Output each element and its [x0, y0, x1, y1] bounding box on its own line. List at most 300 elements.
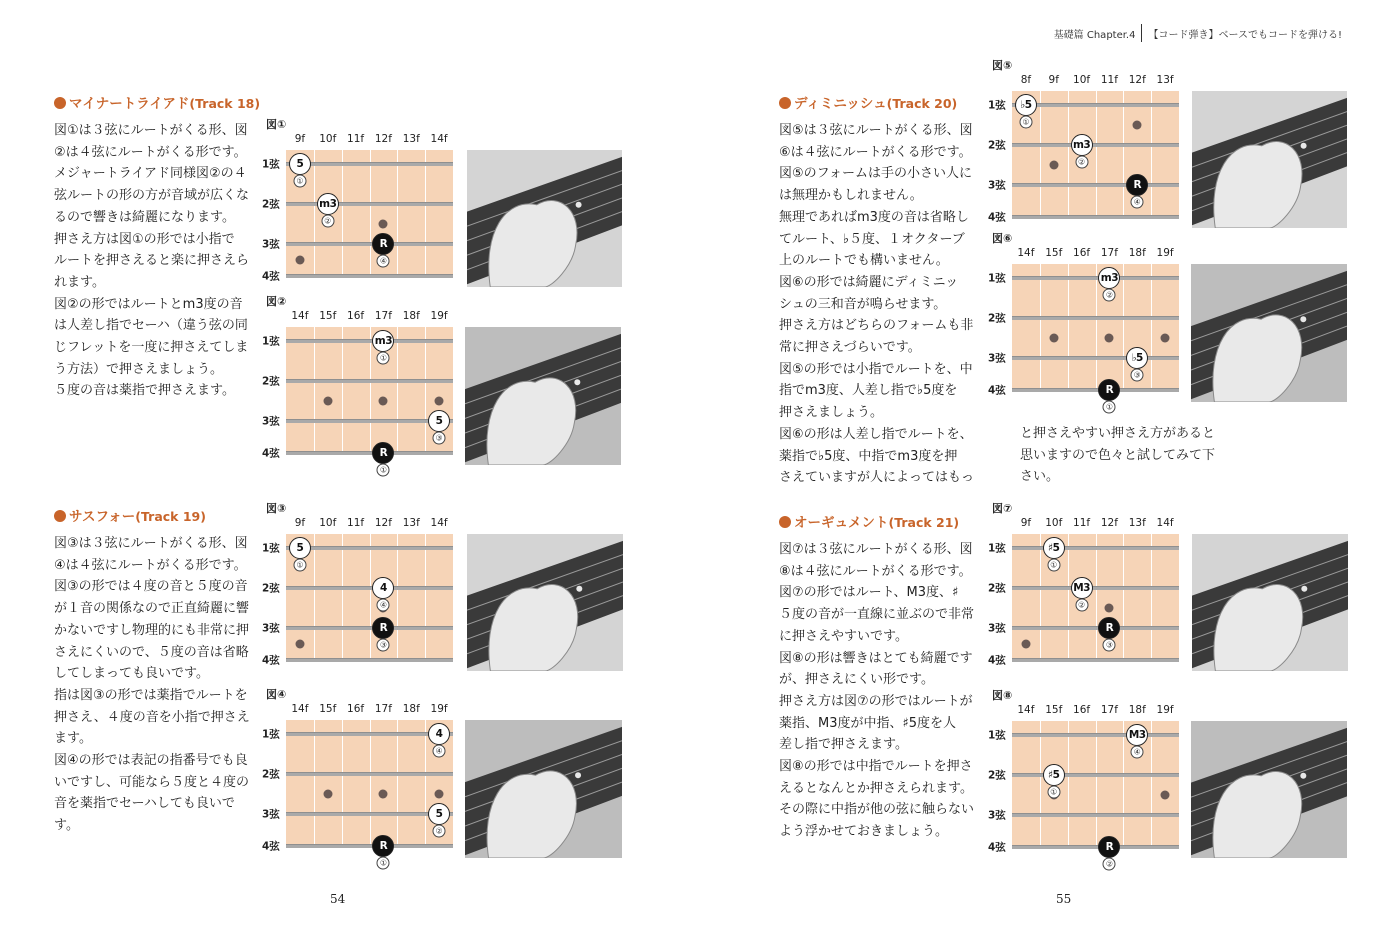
fretboard: [262, 720, 453, 868]
fret-inlay-dot: [435, 397, 444, 406]
fret-number-label: 13f: [1128, 517, 1146, 529]
track-label: (Track 20): [886, 96, 958, 111]
bass-string: [286, 586, 453, 590]
fret-number-label: 11f: [1073, 517, 1091, 529]
fret-number-label: 15f: [319, 310, 337, 322]
fretboard: [262, 534, 453, 667]
photo-illustration: [1192, 534, 1348, 671]
fret-wire: [1040, 721, 1041, 849]
bass-string: [1012, 733, 1179, 737]
fret-number-label: 14f: [430, 517, 448, 529]
root-note-marker: R: [1098, 379, 1120, 401]
fret-wire: [342, 327, 343, 455]
string-label: 3弦: [262, 622, 280, 635]
section-title-text: オーギュメント: [794, 515, 889, 531]
text-line: ます。: [54, 731, 92, 747]
photo-illustration: [467, 150, 622, 287]
fret-number-label: 18f: [1128, 247, 1146, 259]
text-line: よう浮かせておきましょう。: [779, 824, 949, 840]
finger-number-badge: ②: [433, 825, 446, 838]
fret-number-label: 17f: [1100, 704, 1118, 716]
fret-number-label: 15f: [1045, 247, 1063, 259]
fret-wire: [342, 534, 343, 662]
string-label: 2弦: [988, 769, 1006, 782]
figure-label: 図②: [266, 295, 287, 308]
string-label: 3弦: [988, 809, 1006, 822]
text-line: 図⑤は３弦にルートがくる形、図: [779, 123, 973, 138]
fret-wire: [314, 150, 315, 278]
chord-tone-marker: 5: [289, 153, 311, 175]
text-line: と押さえやすい押さえ方があると: [1020, 426, 1216, 441]
bullet-icon: [779, 516, 791, 528]
fretboard: [262, 327, 453, 475]
figure-label: 図⑥: [992, 232, 1013, 245]
fret-wire: [314, 534, 315, 662]
fret-number-label: 17f: [374, 310, 392, 322]
track-label: (Track 19): [135, 509, 206, 524]
fret-wire: [397, 150, 398, 278]
text-line: う方法）で押さえましょう。: [54, 361, 224, 377]
fret-wire: [1096, 721, 1097, 849]
text-line: 指でm3度、人差し指で♭5度を: [779, 383, 958, 399]
fret-inlay-dot: [1161, 334, 1170, 343]
fret-number-label: 15f: [319, 703, 337, 715]
text-line: 図⑦の形ではルート、M3度、♯: [779, 585, 959, 601]
bass-string: [1012, 103, 1179, 107]
text-line: 押さえ方はどちらのフォームも非: [779, 318, 974, 334]
string-label: 3弦: [988, 622, 1006, 635]
fret-number-label: 11f: [347, 517, 365, 529]
fret-number-label: 13f: [402, 133, 420, 145]
bass-string: [1012, 813, 1179, 817]
text-line: ④は４弦にルートがくる形です。: [54, 557, 247, 573]
section-title-text: マイナートライアド: [69, 96, 190, 112]
section-title-dim: [779, 92, 957, 112]
fret-wire: [1096, 534, 1097, 662]
chord-tone-marker: M3: [1071, 577, 1093, 599]
text-line: 押さえましょう。: [779, 405, 884, 421]
text-line: は人差し指でセーハ（違う弦の同: [54, 318, 248, 334]
text-line: さい。: [1020, 469, 1060, 485]
fret-wire: [370, 720, 371, 848]
fret-number-label: 18f: [402, 310, 420, 322]
text-line: 図⑧の形は響きはとても綺麗です: [779, 650, 973, 666]
fret-wire: [1068, 534, 1069, 662]
photo-illustration: [1192, 91, 1347, 228]
fret-wire: [1123, 91, 1124, 219]
fret-inlay-dot: [1105, 604, 1114, 613]
bass-string: [1012, 183, 1179, 187]
text-line: その際に中指が他の弦に触らない: [779, 802, 975, 818]
bass-string: [286, 339, 453, 343]
text-line: 図③は３弦にルートがくる形、図: [54, 536, 248, 551]
bass-string: [1012, 276, 1179, 280]
bass-string: [1012, 316, 1179, 320]
finger-number-badge: ①: [377, 464, 390, 477]
text-line: 常に押さえづらいです。: [779, 340, 921, 356]
fret-wire: [1151, 264, 1152, 392]
hand-photo-5: [1192, 91, 1347, 228]
fret-wire: [314, 327, 315, 455]
fretboard-diagram-5: [988, 57, 1182, 224]
fret-inlay-dot: [1049, 334, 1058, 343]
fret-number-label: 14f: [291, 703, 309, 715]
fret-number-label: 8f: [1020, 74, 1032, 86]
fret-wire: [1151, 534, 1152, 662]
fretboard-diagram-6: [988, 230, 1182, 412]
root-note-marker: R: [372, 835, 394, 857]
fret-number-label: 9f: [294, 517, 306, 529]
chord-tone-marker: 5: [289, 537, 311, 559]
text-line: 図②の形ではルートとm3度の音: [54, 296, 243, 312]
text-line: 無理であればm3度の音は省略し: [779, 209, 969, 225]
bass-string: [286, 451, 453, 455]
fretboard-diagram-8: [988, 687, 1182, 869]
section-body-aug: [779, 539, 984, 843]
fret-wire: [1068, 264, 1069, 392]
text-line: てルート、♭５度、１オクターブ: [779, 231, 965, 247]
finger-number-badge: ①: [377, 857, 390, 870]
section-title-text: サスフォー: [69, 509, 136, 525]
string-label: 4弦: [262, 270, 280, 283]
bass-string: [1012, 845, 1179, 849]
fret-inlay-dot: [1021, 640, 1030, 649]
fret-number-label: 14f: [1017, 704, 1035, 716]
string-label: 2弦: [988, 139, 1006, 152]
section-title-aug: [779, 511, 959, 531]
text-line: 押さえ方は図①の形では小指で: [54, 231, 235, 247]
fret-inlay-dot: [1161, 791, 1170, 800]
fret-wire: [1096, 91, 1097, 219]
fret-number-label: 13f: [402, 517, 420, 529]
bass-string: [286, 772, 453, 776]
text-line: ②は４弦にルートがくる形です。: [54, 144, 247, 160]
figure-label: 図④: [266, 688, 287, 701]
fret-number-label: 12f: [1100, 517, 1118, 529]
fret-wire: [1123, 721, 1124, 849]
finger-number-badge: ④: [1131, 196, 1144, 209]
text-line: 図⑥の形では綺麗にディミニッ: [779, 274, 959, 290]
text-line: ルートを押さえると楽に押さえら: [54, 253, 250, 269]
fret-inlay-dot: [379, 790, 388, 799]
string-label: 1弦: [262, 158, 280, 171]
fret-wire: [370, 150, 371, 278]
hand-photo-6: [1191, 264, 1347, 402]
fret-wire: [1123, 264, 1124, 392]
section-body-minor: [54, 120, 259, 402]
chord-tone-marker: m3: [1071, 134, 1093, 156]
fret-number-label: 16f: [1073, 704, 1091, 716]
chord-tone-marker: 4: [372, 577, 394, 599]
fret-number-label: 17f: [374, 703, 392, 715]
fret-wire: [425, 720, 426, 848]
text-line: は無理かもしれません。: [779, 188, 923, 204]
text-line: に押さえやすいです。: [779, 628, 908, 644]
section-title-minor: [54, 92, 260, 112]
string-label: 2弦: [262, 198, 280, 211]
fret-wire: [1040, 264, 1041, 392]
fret-number-label: 13f: [1156, 74, 1174, 86]
figure-label: 図③: [266, 502, 287, 515]
fret-wire: [1096, 264, 1097, 392]
string-label: 1弦: [262, 728, 280, 741]
finger-number-badge: ③: [433, 432, 446, 445]
fret-number-label: 12f: [374, 133, 392, 145]
string-label: 1弦: [988, 542, 1006, 555]
fret-inlay-dot: [379, 397, 388, 406]
header-divider: [1141, 24, 1142, 42]
bass-string: [286, 202, 453, 206]
fret-number-label: 11f: [1100, 74, 1118, 86]
track-label: (Track 21): [888, 515, 960, 530]
finger-number-badge: ①: [1047, 786, 1060, 799]
section-title-sus4: [54, 505, 206, 525]
string-label: 1弦: [988, 729, 1006, 742]
text-line: シュの三和音が鳴らせます。: [779, 296, 947, 312]
section-body-sus4: [54, 533, 259, 837]
bass-string: [286, 274, 453, 278]
bullet-icon: [54, 510, 66, 522]
text-line: 図①は３弦にルートがくる形、図: [54, 123, 248, 138]
finger-number-badge: ①: [293, 559, 306, 572]
string-label: 4弦: [262, 840, 280, 853]
finger-number-badge: ②: [321, 215, 334, 228]
fretboard-diagram-1: [262, 116, 456, 283]
text-line: 薬指で♭5度、中指でm3度を押: [779, 448, 958, 464]
bass-string: [1012, 626, 1179, 630]
chord-tone-marker: ♯5: [1043, 764, 1065, 786]
string-label: 4弦: [988, 211, 1006, 224]
fretboard: [988, 264, 1179, 412]
string-label: 4弦: [988, 841, 1006, 854]
fret-wire: [342, 720, 343, 848]
chord-tone-marker: ♭5: [1015, 94, 1037, 116]
text-line: 図③の形では４度の音と５度の音: [54, 579, 248, 595]
fretboard-diagram-4: [262, 686, 456, 868]
fret-inlay-dot: [295, 256, 304, 265]
fret-number-label: 9f: [294, 133, 306, 145]
finger-number-badge: ①: [293, 175, 306, 188]
page-number-left: 54: [330, 892, 346, 906]
bass-string: [286, 844, 453, 848]
fretboard-diagram-3: [262, 500, 456, 667]
bass-string: [1012, 658, 1179, 662]
fret-number-label: 14f: [1156, 517, 1174, 529]
text-line: す。: [54, 818, 79, 834]
photo-illustration: [465, 720, 622, 858]
root-note-marker: R: [372, 617, 394, 639]
root-note-marker: R: [372, 233, 394, 255]
figure-label: 図⑦: [992, 502, 1013, 515]
bullet-icon: [779, 97, 791, 109]
finger-number-badge: ②: [1075, 599, 1088, 612]
finger-number-badge: ③: [1131, 369, 1144, 382]
finger-number-badge: ②: [1103, 289, 1116, 302]
fret-inlay-dot: [1049, 161, 1058, 170]
text-line: が、押さえにくい形です。: [779, 672, 934, 688]
fret-number-label: 10f: [1045, 517, 1063, 529]
fret-wire: [370, 534, 371, 662]
fret-inlay-dot: [1133, 121, 1142, 130]
fret-wire: [342, 150, 343, 278]
fret-number-label: 19f: [430, 703, 448, 715]
string-label: 1弦: [262, 335, 280, 348]
fret-number-label: 14f: [291, 310, 309, 322]
text-line: 押さえ、４度の音を小指で押さえ: [54, 709, 250, 725]
chord-tone-marker: 5: [428, 803, 450, 825]
bass-string: [1012, 773, 1179, 777]
finger-number-badge: ②: [1103, 858, 1116, 871]
text-line: 薬指、M3度が中指、♯5度を人: [779, 715, 957, 731]
finger-number-badge: ④: [377, 599, 390, 612]
string-label: 2弦: [262, 768, 280, 781]
string-label: 3弦: [988, 352, 1006, 365]
text-line: 弦ルートの形の方が音域が広くな: [54, 188, 250, 204]
hand-photo-7: [1192, 534, 1348, 671]
fretboard: [988, 91, 1179, 224]
section-body-dim: [779, 120, 984, 489]
photo-illustration: [1191, 264, 1347, 402]
finger-number-badge: ①: [1019, 116, 1032, 129]
fret-wire: [397, 327, 398, 455]
bass-string: [286, 242, 453, 246]
string-label: 3弦: [988, 179, 1006, 192]
fret-number-label: 12f: [374, 517, 392, 529]
root-note-marker: R: [1098, 617, 1120, 639]
photo-illustration: [467, 534, 623, 671]
finger-number-badge: ③: [377, 639, 390, 652]
fret-inlay-dot: [323, 397, 332, 406]
finger-number-badge: ④: [433, 745, 446, 758]
text-line: れます。: [54, 274, 105, 290]
fret-wire: [397, 534, 398, 662]
text-line: してしまっても良いです。: [54, 666, 209, 682]
string-label: 2弦: [262, 582, 280, 595]
fretboard-diagram-7: [988, 500, 1182, 667]
root-note-marker: R: [1126, 174, 1148, 196]
fret-wire: [1040, 534, 1041, 662]
bullet-icon: [54, 97, 66, 109]
fret-number-label: 19f: [1156, 247, 1174, 259]
fret-wire: [370, 327, 371, 455]
fret-inlay-dot: [295, 640, 304, 649]
fret-number-label: 10f: [319, 133, 337, 145]
text-line: 音を薬指でセーハしても良いで: [54, 796, 235, 812]
root-note-marker: R: [1098, 836, 1120, 858]
hand-photo-4: [465, 720, 622, 858]
text-line: るので響きは綺麗になります。: [54, 209, 235, 225]
fret-number-label: 12f: [1128, 74, 1146, 86]
bass-string: [1012, 546, 1179, 550]
text-line: 上のルートでも構いません。: [779, 253, 949, 269]
finger-number-badge: ①: [1103, 401, 1116, 414]
bass-string: [286, 626, 453, 630]
photo-illustration: [465, 327, 621, 465]
finger-number-badge: ④: [1131, 746, 1144, 759]
fret-number-label: 16f: [1073, 247, 1091, 259]
text-line: 指は図③の形では薬指でルートを: [54, 687, 248, 703]
fretboard: [988, 534, 1179, 667]
chord-tone-marker: M3: [1126, 724, 1148, 746]
fret-number-label: 9f: [1048, 74, 1059, 86]
figure-label: 図⑤: [992, 59, 1013, 72]
fret-wire: [425, 150, 426, 278]
chord-tone-marker: 5: [428, 410, 450, 432]
fret-number-label: 11f: [347, 133, 365, 145]
text-line: 図⑦は３弦にルートがくる形、図: [779, 542, 973, 557]
string-label: 3弦: [262, 808, 280, 821]
string-label: 4弦: [988, 654, 1006, 667]
text-line: 図⑧の形では中指でルートを押さ: [779, 759, 973, 775]
fret-number-label: 9f: [1020, 517, 1032, 529]
fret-inlay-dot: [323, 790, 332, 799]
figure-label: 図⑧: [992, 689, 1013, 702]
text-line: が１音の関係なので正直綺麗に響: [54, 601, 250, 617]
section-body-dim-continued: [1020, 423, 1230, 488]
text-line: 図⑤の形では小指でルートを、中: [779, 361, 973, 377]
text-line: さえていますが人によってはもっ: [779, 470, 975, 486]
bass-string: [1012, 215, 1179, 219]
root-note-marker: R: [372, 442, 394, 464]
string-label: 2弦: [988, 582, 1006, 595]
bass-string: [1012, 388, 1179, 392]
hand-photo-3: [467, 534, 623, 671]
string-label: 3弦: [262, 238, 280, 251]
fret-number-label: 14f: [1017, 247, 1035, 259]
text-line: ⑥は４弦にルートがくる形です。: [779, 144, 972, 160]
text-line: 差し指で押さえます。: [779, 737, 908, 753]
chord-tone-marker: m3: [317, 193, 339, 215]
chord-tone-marker: m3: [372, 330, 394, 352]
bass-string: [286, 162, 453, 166]
fret-number-label: 16f: [347, 310, 365, 322]
text-line: 図④の形では表記の指番号でも良: [54, 753, 248, 769]
chord-tone-marker: ♯5: [1043, 537, 1065, 559]
string-label: 2弦: [988, 312, 1006, 325]
text-line: じフレットを一度に押さえてしま: [54, 340, 249, 356]
bass-string: [286, 379, 453, 383]
fret-wire: [397, 720, 398, 848]
fret-wire: [1123, 534, 1124, 662]
string-label: 3弦: [262, 415, 280, 428]
fret-wire: [425, 327, 426, 455]
hand-photo-1: [467, 150, 622, 287]
text-line: メジャートライアド同様図②の４: [54, 166, 247, 182]
fret-wire: [1040, 91, 1041, 219]
fret-inlay-dot: [1105, 334, 1114, 343]
fretboard: [262, 150, 453, 283]
text-line: えるとなんとか押さえられます。: [779, 780, 973, 796]
text-line: ⑧は４弦にルートがくる形です。: [779, 563, 972, 579]
hand-photo-2: [465, 327, 621, 465]
fret-number-label: 14f: [430, 133, 448, 145]
chapter-title: 【コード弾き】ベースでもコードを弾ける!: [1148, 29, 1342, 41]
finger-number-badge: ②: [1075, 156, 1088, 169]
string-label: 4弦: [988, 384, 1006, 397]
fret-number-label: 17f: [1100, 247, 1118, 259]
fret-number-label: 10f: [1073, 74, 1091, 86]
finger-number-badge: ①: [1047, 559, 1060, 572]
bass-string: [1012, 143, 1179, 147]
fret-wire: [1151, 91, 1152, 219]
fret-number-label: 15f: [1045, 704, 1063, 716]
text-line: 図⑤のフォームは手の小さい人に: [779, 166, 973, 182]
text-line: さえにくいので、５度の音は省略: [54, 644, 249, 660]
fret-wire: [1151, 721, 1152, 849]
bass-string: [286, 658, 453, 662]
hand-photo-8: [1191, 721, 1347, 858]
fret-inlay-dot: [379, 220, 388, 229]
